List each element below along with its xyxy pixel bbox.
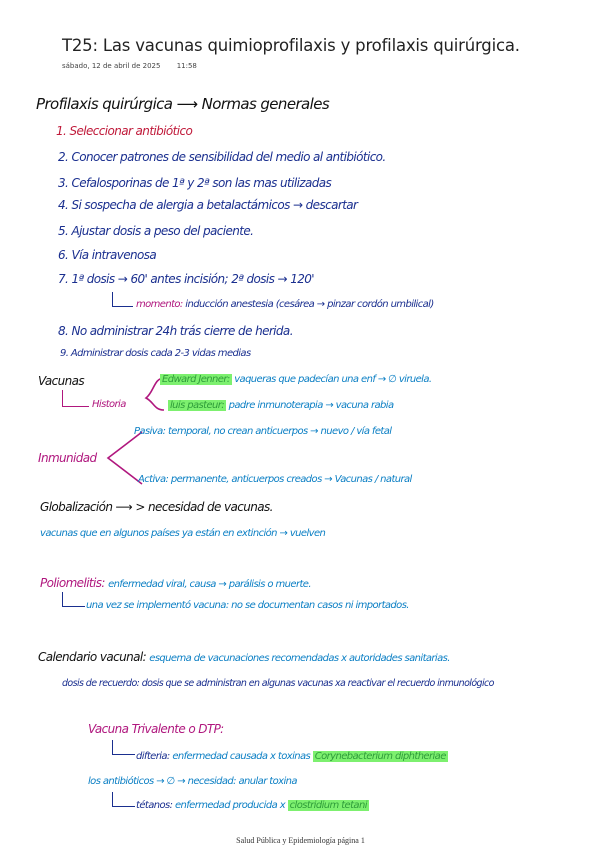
polio-connector	[62, 592, 85, 607]
jenner-line	[160, 374, 431, 385]
historia-label: Historia	[92, 399, 126, 410]
antibioticos-text: los antibióticos → ∅ → necesidad: anular toxina	[88, 776, 297, 787]
note-item-8: 8. No administrar 24h trás cierre de herida.	[58, 324, 293, 338]
page-date: sábado, 12 de abril de 2025	[62, 62, 161, 70]
tetanos-text: enfermedad producida x	[174, 800, 286, 811]
jenner-name: Edward Jenner:	[162, 374, 230, 385]
historia-connector	[62, 390, 89, 407]
profilaxis-heading: Profilaxis quirúrgica ⟶ Normas generales	[36, 95, 330, 113]
polio-text: enfermedad viral, causa → parálisis o muerte.	[108, 579, 311, 590]
activa-line	[138, 474, 412, 485]
note-item-3: 3. Cefalosporinas de 1ª y 2ª son las mas utilizadas	[58, 176, 332, 190]
page-time: 11:58	[176, 62, 197, 70]
globalizacion-heading: Globalización ⟶ > necesidad de vacunas.	[40, 500, 273, 514]
momento-connector	[112, 292, 133, 307]
note-item-9: 9. Administrar dosis cada 2-3 vidas medias	[60, 348, 251, 359]
note-item-7: 7. 1ª dosis → 60' antes incisión; 2ª dosis → 120'	[58, 272, 314, 286]
globalizacion-text: vacunas que en algunos países ya están en extinción → vuelven	[40, 528, 326, 539]
recuerdo-line	[62, 678, 494, 689]
difteria-connector	[112, 740, 135, 755]
polio-line	[40, 576, 311, 590]
difteria-line	[136, 751, 448, 762]
vacunas-heading: Vacunas	[38, 374, 85, 388]
difteria-bacteria: Corynebacterium diphtheriae	[314, 751, 446, 762]
tetanos-connector	[112, 792, 135, 807]
note-item-5: 5. Ajustar dosis a peso del paciente.	[58, 224, 254, 238]
note-item-2: 2. Conocer patrones de sensibilidad del medio al antibiótico.	[58, 150, 386, 164]
recuerdo-text: dosis que se administran en algunas vacunas xa reactivar el recuerdo inmunológico	[141, 678, 494, 689]
momento-label: momento:	[136, 299, 183, 310]
polio-sub: una vez se implementó vacuna: no se documentan casos ni importados.	[86, 600, 409, 611]
pasiva-line	[134, 426, 391, 437]
pasteur-text: padre inmunoterapia → vacuna rabia	[228, 400, 394, 411]
page-title: T25: Las vacunas quimioprofilaxis y profilaxis quirúrgica.	[62, 36, 520, 55]
difteria-label: difteria:	[136, 751, 170, 762]
jenner-text: vaqueras que padecían una enf → ∅ viruela.	[234, 374, 432, 385]
tetanos-line	[136, 800, 369, 811]
note-item-4: 4. Si sospecha de alergia a betalactámicos → descartar	[58, 198, 358, 212]
page-meta	[62, 62, 211, 70]
recuerdo-label: dosis de recuerdo:	[62, 678, 140, 689]
difteria-text: enfermedad causada x toxinas	[172, 751, 311, 762]
trivalente-heading: Vacuna Trivalente o DTP:	[88, 722, 224, 736]
momento-line	[136, 299, 434, 310]
polio-label: Poliomelitis:	[40, 576, 105, 590]
pasiva-text: temporal, no crean anticuerpos → nuevo / vía fetal	[167, 426, 392, 437]
pasiva-label: Pasiva:	[134, 426, 166, 437]
momento-text: inducción anestesia (cesárea → pinzar cordón umbilical)	[185, 299, 434, 310]
note-item-1: 1. Seleccionar antibiótico	[56, 124, 193, 138]
note-item-6: 6. Vía intravenosa	[58, 248, 157, 262]
tetanos-label: tétanos:	[136, 800, 173, 811]
inmunidad-heading: Inmunidad	[38, 451, 97, 465]
activa-text: permanente, anticuerpos creados → Vacunas / natural	[170, 474, 412, 485]
calendario-label: Calendario vacunal:	[38, 650, 147, 664]
calendario-line	[38, 650, 450, 664]
tetanos-bacteria: clostridium tetani	[289, 800, 367, 811]
pasteur-line	[168, 400, 394, 411]
activa-label: Activa:	[138, 474, 169, 485]
calendario-text: esquema de vacunaciones recomendadas x autoridades sanitarias.	[149, 653, 450, 664]
page-footer: Salud Pública y Epidemiología página 1	[236, 836, 365, 845]
pasteur-name: luis pasteur:	[170, 400, 225, 411]
